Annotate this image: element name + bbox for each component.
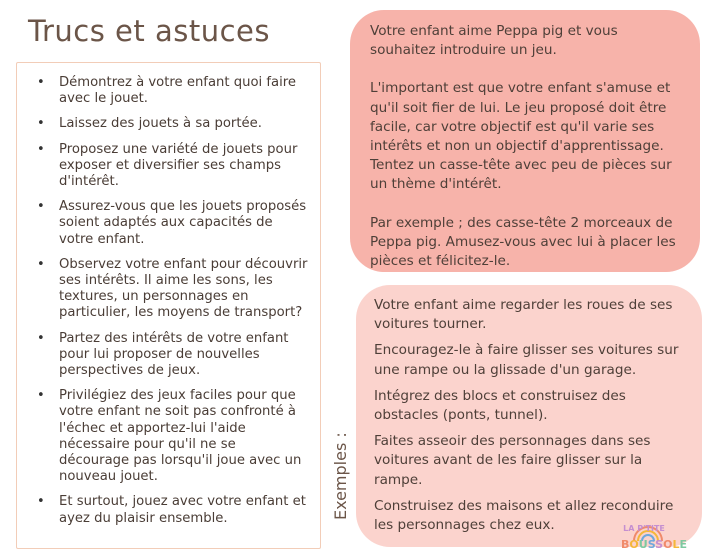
tip-text: Et surtout, jouez avec votre enfant et ayez du plaisir ensemble.	[59, 494, 306, 526]
page-title: Trucs et astuces	[28, 14, 270, 48]
example2-item: Construisez des maisons et allez reconduire les personnages chez eux.	[374, 497, 674, 534]
bullet-icon: •	[37, 330, 45, 346]
bullet-icon: •	[37, 388, 45, 404]
tip-item	[35, 331, 310, 380]
example-bubble-cars	[356, 285, 702, 547]
tip-text: Observez votre enfant pour découvrir ses intérêts. Il aime les sons, les textures, un personnages en particulier, les moyens de transport?	[59, 256, 308, 321]
bullet-icon: •	[37, 75, 45, 90]
tip-item	[35, 75, 310, 107]
tip-text: Laissez des jouets à sa portée.	[59, 116, 262, 132]
la-ptite-boussole-logo	[604, 519, 704, 551]
bullet-icon: •	[37, 494, 45, 510]
example1-explanation: L'important est que votre enfant s'amuse et qu'il soit fier de lui. Le jeu proposé doit être facile, car votre objectif est qu'il varie ses intérêts et non un objectif d'apprentissage. Tentez un casse-tête avec peu de pièces sur un thème d'intérêt.	[370, 80, 672, 193]
bullet-icon: •	[37, 141, 45, 157]
example2-item: Faites asseoir des personnages dans ses voitures avant de les faire glisser sur la rampe.	[374, 433, 651, 488]
tip-item	[35, 494, 310, 526]
example-bubble-peppa	[350, 10, 700, 272]
tip-text: Privilégiez des jeux faciles pour que votre enfant ne soit pas confronté à l'échec et apportez-lui l'aide nécessaire pour qu'il ne se décourage pas lorsqu'il joue avec un nouveau jouet.	[59, 388, 302, 485]
example1-intro: Votre enfant aime Peppa pig et vous souhaitez introduire un jeu.	[370, 23, 618, 59]
example2-item: Votre enfant aime regarder les roues de ses voitures tourner.	[374, 297, 673, 333]
bullet-icon: •	[37, 199, 45, 215]
tip-text: Assurez-vous que les jouets proposés soient adaptés aux capacités de votre enfant.	[59, 199, 307, 247]
example2-item: Encouragez-le à faire glisser ses voitures sur une rampe ou la glissade d'un garage.	[374, 342, 679, 378]
tip-item	[35, 142, 310, 191]
tip-item	[35, 388, 310, 485]
tip-text: Partez des intérêts de votre enfant pour lui proposer de nouvelles perspectives de jeux.	[59, 330, 289, 379]
svg-text:LA P'TITE: LA P'TITE	[623, 524, 665, 533]
tips-list	[17, 63, 320, 527]
tip-text: Démontrez à votre enfant quoi faire avec le jouet.	[59, 75, 297, 107]
tip-item	[35, 116, 310, 132]
tip-text: Proposez une variété de jouets pour exposer et diversifier ses champs d'intérêt.	[59, 141, 298, 190]
svg-text:BOUSSOLE: BOUSSOLE	[621, 538, 687, 551]
bullet-icon: •	[37, 116, 45, 132]
bullet-icon: •	[37, 256, 45, 272]
tip-item	[35, 199, 310, 248]
tip-item	[35, 257, 310, 322]
example1-suggestion: Par exemple ; des casse-tête 2 morceaux de Peppa pig. Amusez-vous avec lui à placer les pièces et félicitez-le.	[370, 214, 676, 270]
examples-label: Exemples :	[331, 432, 350, 520]
tips-panel	[16, 62, 321, 549]
example2-item: Intégrez des blocs et construisez des obstacles (ponts, tunnel).	[374, 387, 626, 424]
